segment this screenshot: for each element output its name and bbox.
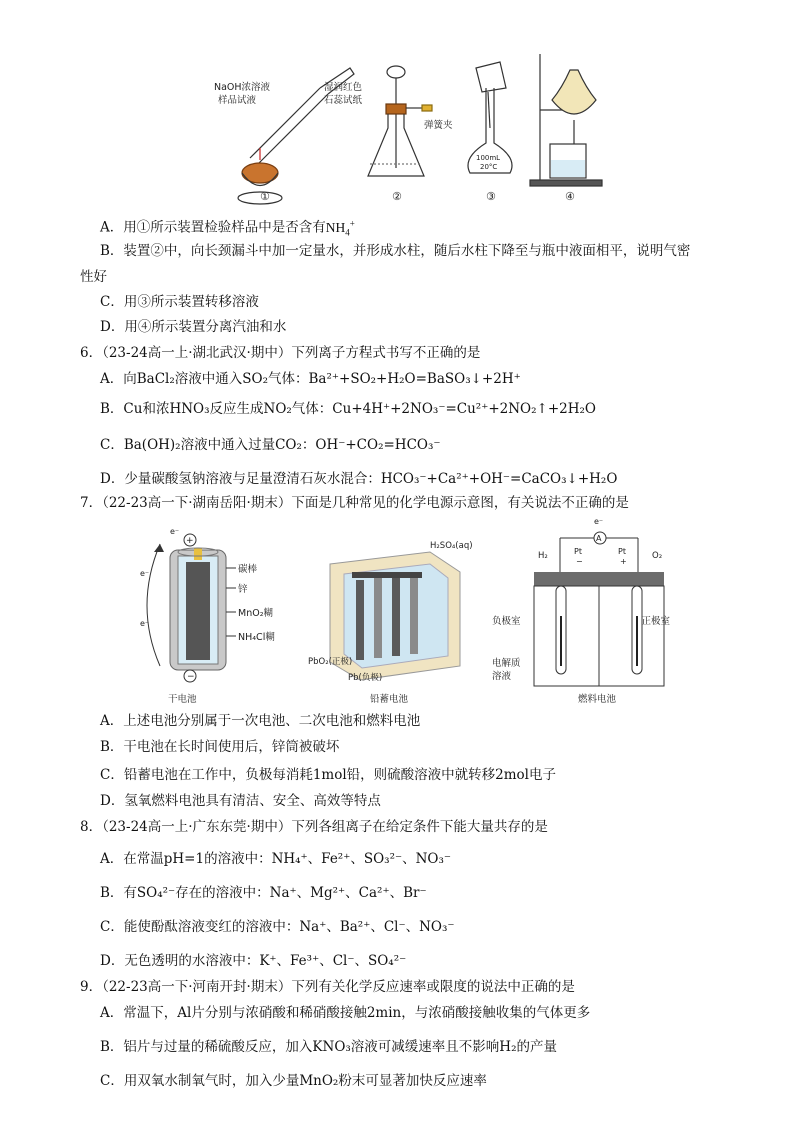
label-n2: ② [392,190,402,203]
dry-nh4cl-label: NH₄Cl糊 [238,632,275,643]
q9-option-b: B．铝片与过量的稀硫酸反应，加入KNO₃溶液可减缓速率且不影响H₂的产量 [100,1039,557,1055]
q5-option-d: D．用④所示装置分离汽油和水 [100,319,287,335]
q9-option-c: C．用双氧水制氧气时，加入少量MnO₂粉末可显著加快反应速率 [100,1073,487,1089]
q8-option-a: A．在常温pH=1的溶液中：NH₄⁺、Fe²⁺、SO₃²⁻、NO₃⁻ [100,851,452,867]
q5-option-b-line2: 性好 [80,269,107,285]
ion-nh4: $NH_4^+$ [325,218,355,238]
dry-caption: 干电池 [168,694,197,705]
label-litmus-1: 湿润红色 [324,82,363,93]
fuel-h2-label: H₂ [538,551,548,561]
fuel-electrolyte-2: 溶液 [492,671,512,682]
q7-option-c: C．铅蓄电池在工作中，负极每消耗1mol铅，则硫酸溶液中就转移2mol电子 [100,767,556,783]
lead-acid-battery [308,541,473,705]
fuel-pos-room: 正极室 [641,616,670,627]
fuel-neg-room: 负极室 [492,616,521,627]
q9-option-a: A．常温下，Al片分别与浓硝酸和稀硝酸接触2min，与浓硝酸接触收集的气体更多 [100,1005,591,1021]
dry-e-left-2: e⁻ [140,619,150,628]
q6-stem: 6．（23-24高一上·湖北武汉·期中）下列离子方程式书写不正确的是 [80,345,481,361]
dry-mno2-label: MnO₂糊 [238,608,274,619]
q6-option-a: A．向BaCl₂溶液中通入SO₂气体：Ba²⁺+SO₂+H₂O=BaSO₃↓+2H⁺ [100,371,521,387]
fuel-ammeter: A [596,534,602,543]
q8-stem: 8．（23-24高一上·广东东莞·期中）下列各组离子在给定条件下能大量共存的是 [80,819,548,835]
apparatus-figure [200,48,620,208]
q7-option-b: B．干电池在长时间使用后，锌筒被破坏 [100,739,340,755]
fuel-pt-right: Pt [618,547,626,556]
q8-option-d: D．无色透明的水溶液中：K⁺、Fe³⁺、Cl⁻、SO₄²⁻ [100,953,407,969]
dry-carbon-label: 碳棒 [238,564,258,575]
lead-caption: 铅蓄电池 [370,694,409,705]
lead-pbo2-label: PbO₂(正极) [308,657,353,667]
fuel-minus: − [576,557,583,566]
dry-minus: − [187,672,195,682]
q6-option-d: D．少量碳酸氢钠溶液与足量澄清石灰水混合：HCO₃⁻+Ca²⁺+OH⁻=CaCO₃↓+H₂O [100,471,618,487]
label-n3: ③ [486,190,496,203]
q5-option-c: C．用③所示装置转移溶液 [100,294,259,310]
q5-option-b-line1: B．装置②中，向长颈漏斗中加一定量水，并形成水柱，随后水柱下降至与瓶中液面相平，说明气密 [100,243,691,259]
q5-option-a: A．用①所示装置检验样品中是否含有$NH_4^+$ [100,218,355,238]
q8-option-b: B．有SO₄²⁻存在的溶液中：Na⁺、Mg²⁺、Ca²⁺、Br⁻ [100,885,427,901]
fuel-cell [492,517,670,705]
fuel-o2-label: O₂ [652,551,663,561]
q9-stem: 9．（22-23高一下·河南开封·期末）下列有关化学反应速率或限度的说法中正确的是 [80,979,575,995]
label-n1: ① [260,190,270,203]
dry-e-left-1: e⁻ [140,569,150,578]
battery-figure [130,516,670,712]
label-clip: 弹簧夹 [424,120,453,131]
dry-zinc-label: 锌 [238,584,248,595]
fuel-plus: + [620,557,627,566]
label-n4: ④ [565,190,575,203]
label-flask-volume: 100mL [476,154,501,162]
fuel-pt-left: Pt [574,547,582,556]
q6-option-b: B．Cu和浓HNO₃反应生成NO₂气体：Cu+4H⁺+2NO₃⁻=Cu²⁺+2NO₂↑+2H₂O [100,401,596,417]
q7-option-d: D．氢氧燃料电池具有清洁、安全、高效等特点 [100,793,381,809]
q8-option-c: C．能使酚酞溶液变红的溶液中：Na⁺、Ba²⁺、Cl⁻、NO₃⁻ [100,919,455,935]
label-litmus-2: 石蕊试纸 [324,95,363,106]
dry-plus: + [186,536,194,546]
label-flask-temp: 20°C [480,163,498,171]
lead-pb-label: Pb(负极) [348,673,383,683]
fuel-e: e⁻ [594,517,604,526]
fuel-electrolyte-1: 电解质 [492,658,521,669]
apparatus-4 [530,54,602,186]
apparatus-2 [368,66,432,176]
dry-cell [140,527,275,705]
fuel-caption: 燃料电池 [578,694,617,705]
lead-acid-label: H₂SO₄(aq) [430,541,473,551]
q6-option-c: C．Ba(OH)₂溶液中通入过量CO₂：OH⁻+CO₂=HCO₃⁻ [100,437,441,453]
dry-e-top: e⁻ [170,527,180,536]
label-naoh: NaOH浓溶液 [214,82,271,93]
label-sample: 样品试液 [218,95,257,106]
q7-option-a: A．上述电池分别属于一次电池、二次电池和燃料电池 [100,713,421,729]
q7-stem: 7．（22-23高一下·湖南岳阳·期末）下面是几种常见的化学电源示意图，有关说法不正确的是 [80,495,629,511]
